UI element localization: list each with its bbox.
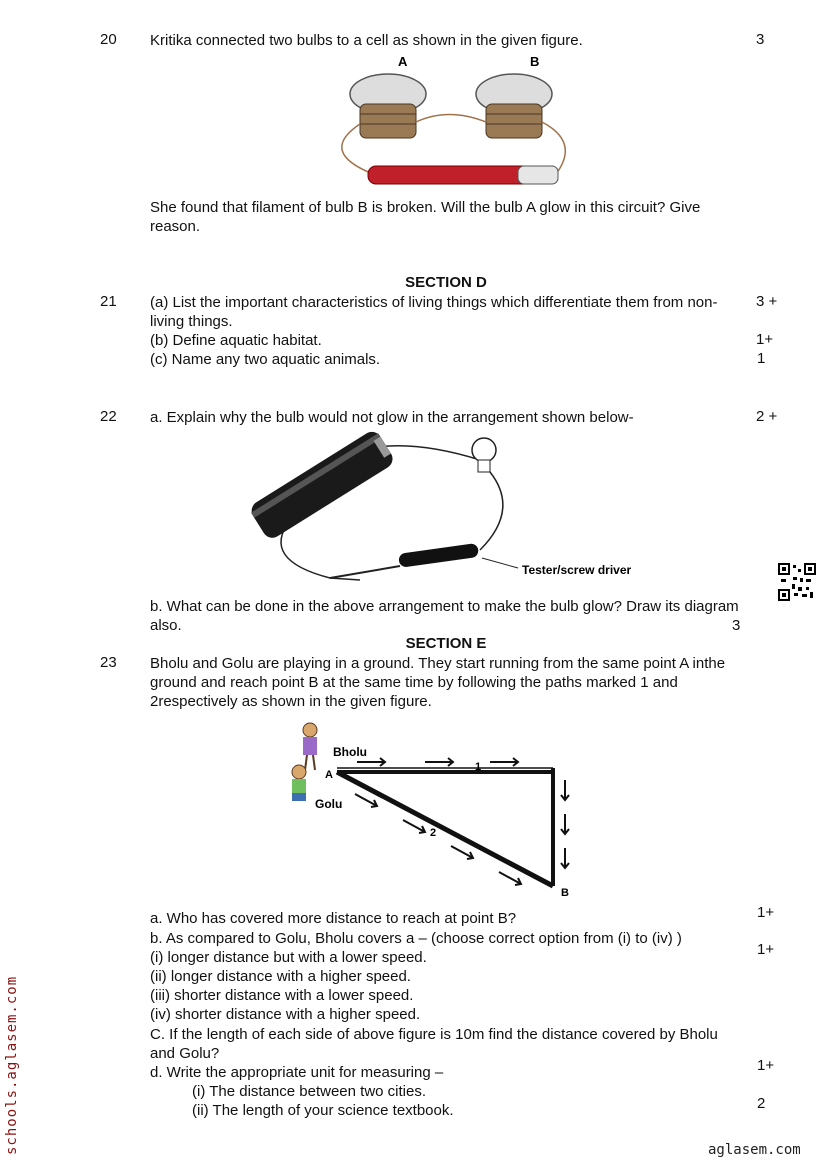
sub-question-item: (ii) The length of your science textbook. xyxy=(192,1102,454,1119)
golu-label: Golu xyxy=(315,797,343,811)
question-number: 22 xyxy=(100,408,117,425)
question-intro: Bholu and Golu are playing in a ground. They start running from the same point A inthe ground and reach point B at the same time by following the paths marked 1 and 2respectively as shown in the given figure. xyxy=(150,655,726,710)
marks: 1+ xyxy=(757,1057,775,1074)
bulb-a-label: A xyxy=(398,54,408,69)
question-number: 21 xyxy=(100,293,117,310)
point-b-label: B xyxy=(561,887,569,899)
options-list xyxy=(150,948,427,1024)
marks: 1 xyxy=(757,350,766,367)
question-part-a: a. Explain why the bulb would not glow in the arrangement shown below- xyxy=(150,409,634,426)
option-item: (i) longer distance but with a lower speed. xyxy=(150,949,427,966)
sub-question-list xyxy=(192,1082,454,1120)
question-text: Kritika connected two bulbs to a cell as shown in the given figure. xyxy=(150,32,583,49)
question-number: 23 xyxy=(100,654,117,671)
option-item: (iii) shorter distance with a lower speed. xyxy=(150,987,414,1004)
option-item: (iv) shorter distance with a higher speed. xyxy=(150,1006,421,1023)
sub-question-item: (i) The distance between two cities. xyxy=(192,1083,427,1100)
question-part-c: (c) Name any two aquatic animals. xyxy=(150,351,381,368)
two-bulb-circuit-figure xyxy=(318,52,583,194)
question-part-b: (b) Define aquatic habitat. xyxy=(150,332,322,349)
question-part-a: a. Who has covered more distance to reach at point B? xyxy=(150,910,517,927)
bholu-label: Bholu xyxy=(333,745,367,759)
marks: 2 xyxy=(757,1095,766,1112)
footer-watermark: aglasem.com xyxy=(708,1142,801,1158)
question-followup: She found that filament of bulb B is broken. Will the bulb A glow in this circuit? Give reason. xyxy=(150,199,701,235)
marks: 3 xyxy=(732,617,741,634)
tester-label: Tester/screw driver xyxy=(522,563,632,577)
question-part-b: b. What can be done in the above arrangement to make the bulb glow? Draw its diagram also. xyxy=(150,598,739,634)
marks: 1+ xyxy=(757,941,775,958)
side-watermark: schools.aglasem.com xyxy=(4,975,20,1155)
question-part-b: b. As compared to Golu, Bholu covers a – (choose correct option from (i) to (iv) ) xyxy=(150,930,682,947)
section-heading: SECTION D xyxy=(405,274,487,291)
marks: 1+ xyxy=(757,904,775,921)
marks: 3 + xyxy=(756,293,778,310)
question-part-a: (a) List the important characteristics of living things which differentiate them from non-living things. xyxy=(150,294,718,330)
qr-code xyxy=(778,563,816,601)
section-heading: SECTION E xyxy=(405,635,487,652)
question-number: 20 xyxy=(100,31,117,48)
marks: 1+ xyxy=(756,331,774,348)
marks: 3 xyxy=(756,31,765,48)
tester-circuit-figure xyxy=(250,430,660,588)
question-part-c: C. If the length of each side of above figure is 10m find the distance covered by Bholu and Golu? xyxy=(150,1026,718,1062)
path-2-label: 2 xyxy=(430,827,437,839)
question-part-d: d. Write the appropriate unit for measuring – xyxy=(150,1064,444,1081)
marks: 2 + xyxy=(756,408,778,425)
bulb-b-label: B xyxy=(530,54,540,69)
running-paths-figure xyxy=(285,718,585,902)
path-1-label: 1 xyxy=(475,761,482,773)
point-a-label: A xyxy=(325,769,333,781)
option-item: (ii) longer distance with a higher speed. xyxy=(150,968,411,985)
